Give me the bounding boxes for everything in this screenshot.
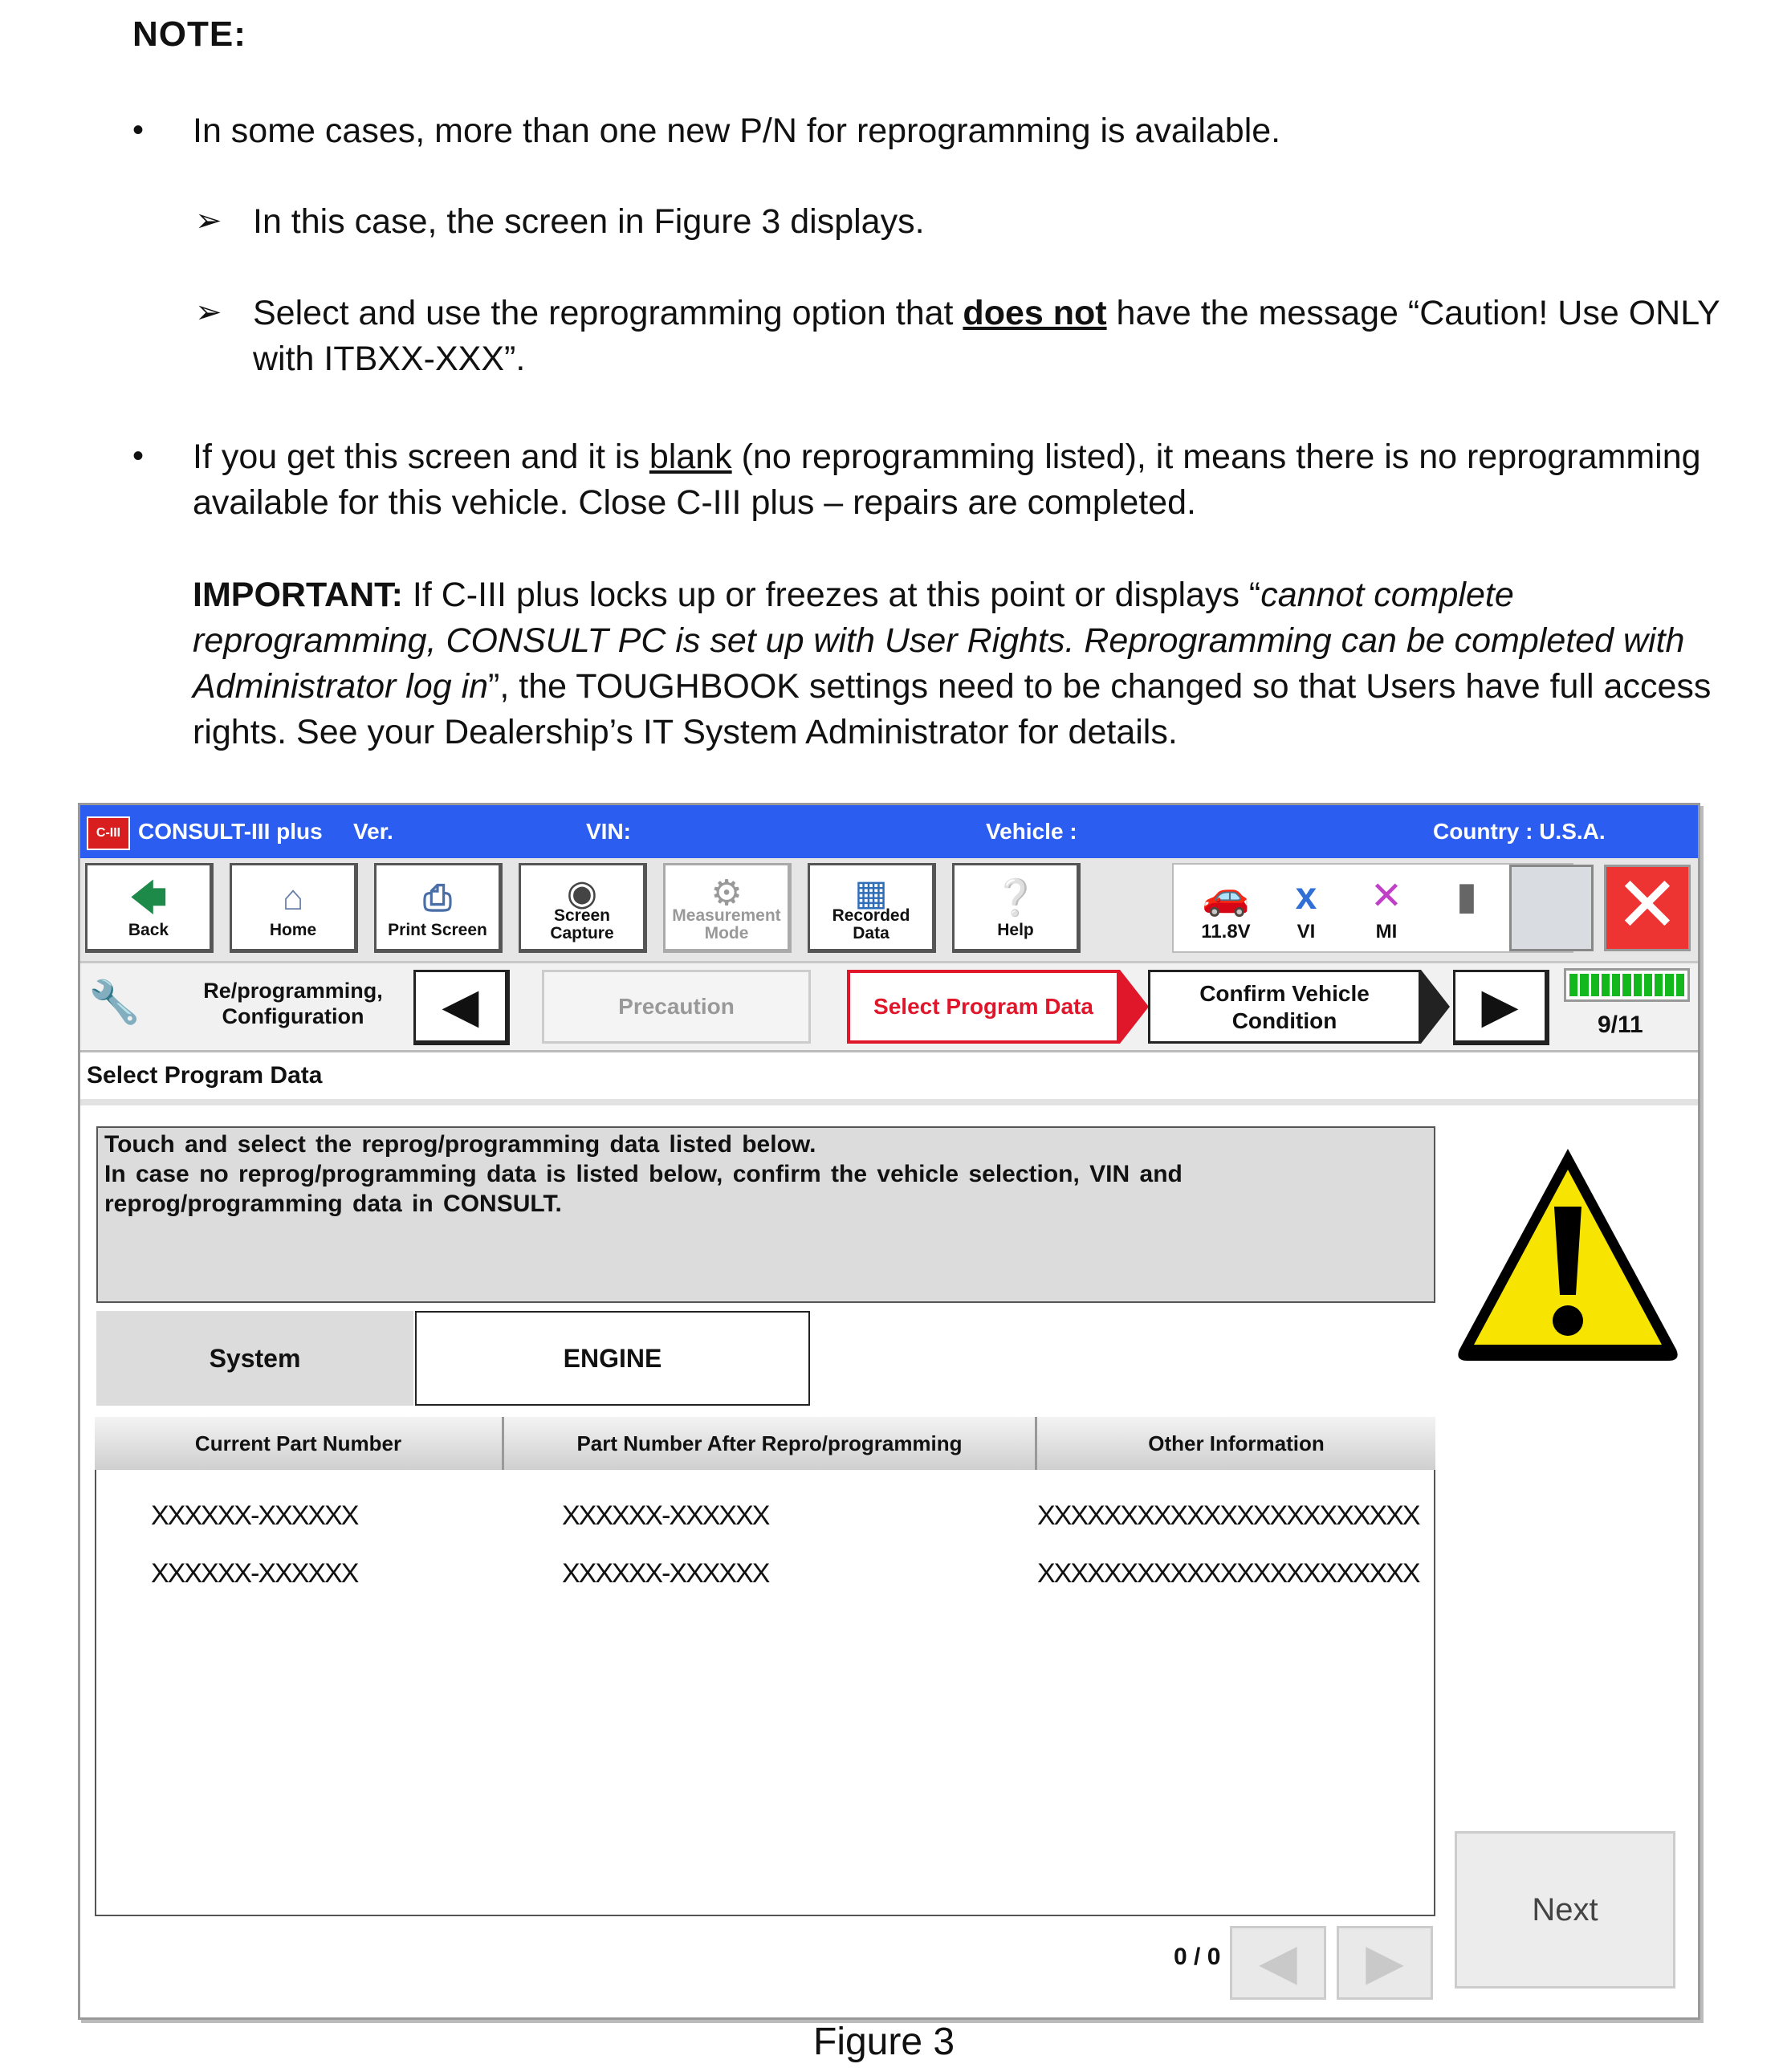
bullet: •	[132, 112, 145, 148]
step-confirm-vehicle: Confirm Vehicle Condition	[1148, 970, 1421, 1044]
screen-capture-button[interactable]: ◉ Screen Capture	[519, 863, 647, 953]
camera-icon: ◉	[566, 873, 598, 913]
table-body	[95, 1470, 1435, 1916]
signal-icon: x	[1295, 875, 1317, 918]
bullet-2-text: If you get this screen and it is blank (no reprogramming listed), it means there is no reprogramming	[193, 438, 1701, 476]
mi-status: ✕ MI	[1342, 873, 1431, 943]
important-line2: reprogramming, CONSULT PC is set up with User Rights. Reprogramming can be completed with	[193, 621, 1685, 660]
battery-indicator	[1423, 873, 1511, 921]
close-icon: ✕	[1614, 862, 1680, 948]
home-button[interactable]: ⌂ Home	[230, 863, 358, 953]
battery-status: 🚗 11.8V	[1182, 873, 1270, 943]
measurement-icon: ⚙	[710, 873, 743, 913]
title-bar	[80, 805, 1698, 858]
back-button[interactable]: 🡄 Back	[85, 863, 214, 953]
country-label: Country : U.S.A.	[1433, 819, 1606, 844]
column-current-part-number: Current Part Number	[95, 1417, 504, 1470]
new-part-number-cell: XXXXXX-XXXXXX	[562, 1500, 769, 1531]
consult-logo: C-III	[87, 816, 130, 850]
system-value: ENGINE	[415, 1311, 810, 1406]
other-information-cell: XXXXXXXXXXXXXXXXXXXXXXX	[1037, 1558, 1419, 1589]
progress-bar	[1564, 968, 1690, 1002]
vehicle-label: Vehicle :	[986, 819, 1077, 844]
column-part-number-after: Part Number After Repro/programming	[504, 1417, 1037, 1470]
mi-disconnected-icon: ✕	[1370, 875, 1403, 918]
progress-count: 9/11	[1598, 1012, 1643, 1038]
table-header	[95, 1417, 1435, 1472]
instruction-box: Touch and select the reprog/programming data listed below. In case no reprog/programming data is listed below, confirm the vehicle selection, VIN and reprog/programming data in CONSULT.	[96, 1126, 1435, 1303]
arrow-bullet: ➢	[195, 203, 222, 238]
recorded-data-button[interactable]: ▦ Recorded Data	[808, 863, 936, 953]
minimize-button[interactable]	[1509, 865, 1594, 951]
back-arrow-icon: 🡄	[130, 878, 167, 918]
bullet: •	[132, 438, 145, 474]
step-arrow	[1421, 970, 1450, 1044]
sub-bullet-2-text: Select and use the reprogramming option that does not have the message “Caution! Use ONLY	[253, 294, 1720, 332]
print-screen-button[interactable]: ⎙ Print Screen	[374, 863, 503, 953]
step-select-program-data: Select Program Data	[847, 970, 1120, 1044]
page-title: Select Program Data	[80, 1052, 1698, 1105]
close-button[interactable]	[1604, 862, 1691, 951]
reprogramming-icon: 🔧	[88, 979, 140, 1026]
triangle-right-icon: ▶	[1481, 979, 1519, 1032]
next-page-button[interactable]	[1337, 1926, 1433, 2000]
step-back-button[interactable]	[413, 970, 510, 1045]
system-label: System	[96, 1311, 413, 1406]
toolbar	[80, 858, 1698, 963]
other-information-cell: XXXXXXXXXXXXXXXXXXXXXXX	[1037, 1500, 1419, 1531]
consult-screenshot	[78, 803, 1700, 2020]
triangle-right-icon: ▶	[1366, 1935, 1404, 1990]
current-part-number-cell: XXXXXX-XXXXXX	[151, 1500, 358, 1531]
step-precaution: Precaution	[542, 970, 811, 1044]
printer-icon: ⎙	[423, 878, 452, 918]
bullet-2-line2: available for this vehicle. Close C-III plus – repairs are completed.	[193, 483, 1196, 522]
step-navigation	[80, 963, 1698, 1052]
next-button[interactable]: Next	[1455, 1831, 1675, 1989]
help-button[interactable]: ❔ Help	[952, 863, 1081, 953]
vin-label: VIN:	[586, 819, 631, 844]
note-heading: NOTE:	[132, 14, 246, 54]
column-other-information: Other Information	[1148, 1431, 1325, 1455]
step-forward-button[interactable]	[1453, 970, 1549, 1045]
important-line3: Administrator log in”, the TOUGHBOOK settings need to be changed so that Users have full access	[193, 667, 1712, 706]
warning-icon	[1451, 1138, 1684, 1370]
arrow-bullet: ➢	[195, 295, 222, 330]
car-icon: 🚗	[1202, 875, 1250, 918]
app-title: CONSULT-III plus	[138, 819, 323, 844]
sub-bullet-1-text: In this case, the screen in Figure 3 displays.	[253, 202, 925, 241]
figure-caption: Figure 3	[813, 2021, 955, 2063]
current-part-number-cell: XXXXXX-XXXXXX	[151, 1558, 358, 1589]
measurement-mode-button[interactable]: ⚙ Measurement Mode	[663, 863, 792, 953]
new-part-number-cell: XXXXXX-XXXXXX	[562, 1558, 769, 1589]
step-reprogramming: Re/programming, Configuration	[203, 979, 383, 1028]
vi-status: x VI	[1262, 873, 1350, 943]
prev-page-button[interactable]	[1230, 1926, 1326, 2000]
sub-bullet-2-line2: with ITBXX-XXX”.	[253, 340, 526, 378]
help-icon: ❔	[993, 878, 1038, 918]
home-icon: ⌂	[282, 878, 304, 918]
active-step-arrow	[1120, 970, 1149, 1044]
recorded-data-icon: ▦	[854, 873, 888, 913]
main-content	[80, 1105, 1698, 2017]
version-label: Ver.	[353, 819, 393, 844]
battery-icon: ▮	[1455, 875, 1478, 918]
important-line4: rights. See your Dealership’s IT System Administrator for details.	[193, 713, 1178, 751]
important-line1: IMPORTANT: If C-III plus locks up or freezes at this point or displays “cannot complete	[193, 576, 1514, 614]
triangle-left-icon: ◀	[1259, 1935, 1297, 1990]
triangle-left-icon: ◀	[442, 979, 479, 1032]
bullet-1-text: In some cases, more than one new P/N for reprogramming is available.	[193, 112, 1281, 150]
page-count: 0 / 0	[1174, 1944, 1221, 1970]
